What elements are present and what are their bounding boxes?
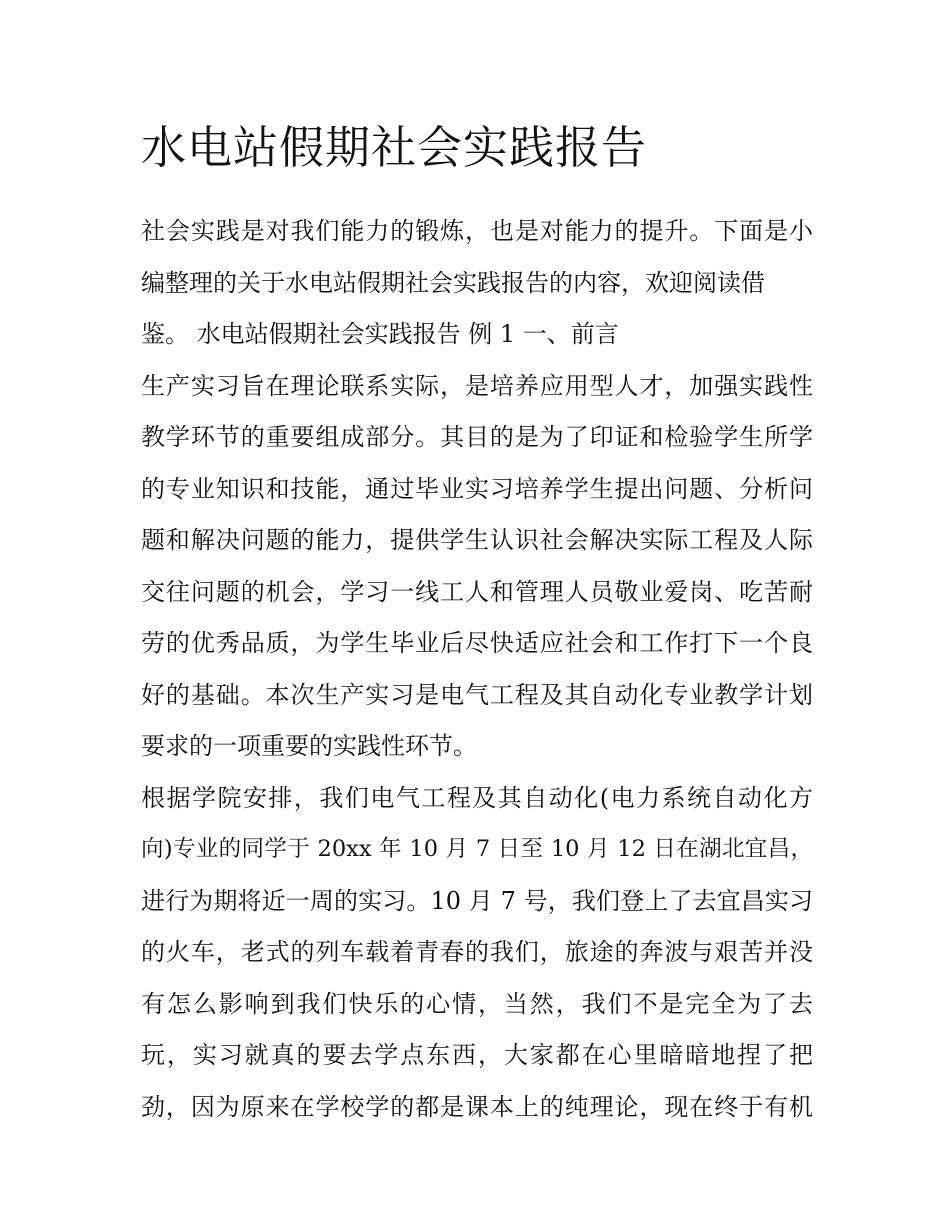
body-line: 社会实践是对我们能力的锻炼，也是对能力的提升。下面是小 xyxy=(141,217,813,245)
body-line: 题和解决问题的能力，提供学生认识社会解决实际工程及人际 xyxy=(141,526,813,554)
body-line: 鉴。 水电站假期社会实践报告 例 1 一、前言 xyxy=(141,320,619,348)
document-body xyxy=(141,206,813,1133)
body-line: 生产实习旨在理论联系实际，是培养应用型人才，加强实践性 xyxy=(141,371,813,400)
body-line: 向)专业的同学于 20xx 年 10 月 7 日至 10 月 12 日在湖北宜昌， xyxy=(141,836,813,862)
body-line: 根据学院安排，我们电气工程及其自动化(电力系统自动化方 xyxy=(141,783,813,812)
body-line: 劳的优秀品质，为学生毕业后尽快适应社会和工作打下一个良 xyxy=(141,629,813,657)
body-line: 劲，因为原来在学校学的都是课本上的纯理论，现在终于有机 xyxy=(141,1092,813,1121)
body-line: 交往问题的机会，学习一线工人和管理人员敬业爱岗、吃苦耐 xyxy=(141,577,813,606)
body-line: 教学环节的重要组成部分。其目的是为了印证和检验学生所学 xyxy=(141,423,813,451)
document-title: 水电站假期社会实践报告 xyxy=(141,121,648,174)
body-line: 编整理的关于水电站假期社会实践报告的内容，欢迎阅读借 xyxy=(141,268,765,297)
body-line: 进行为期将近一周的实习。10 月 7 号，我们登上了去宜昌实习 xyxy=(141,886,813,915)
body-line: 玩，实习就真的要去学点东西，大家都在心里暗暗地捏了把 xyxy=(141,1041,813,1069)
body-line: 的专业知识和技能，通过毕业实习培养学生提出问题、分析问 xyxy=(141,474,813,503)
body-line: 好的基础。本次生产实习是电气工程及其自动化专业教学计划 xyxy=(141,680,813,709)
document-page xyxy=(141,118,813,1133)
body-line: 的火车，老式的列车载着青春的我们，旅途的奔波与艰苦并没 xyxy=(141,938,813,966)
body-line: 要求的一项重要的实践性环节。 xyxy=(141,732,477,760)
body-line: 有怎么影响到我们快乐的心情，当然，我们不是完全为了去 xyxy=(141,989,813,1018)
